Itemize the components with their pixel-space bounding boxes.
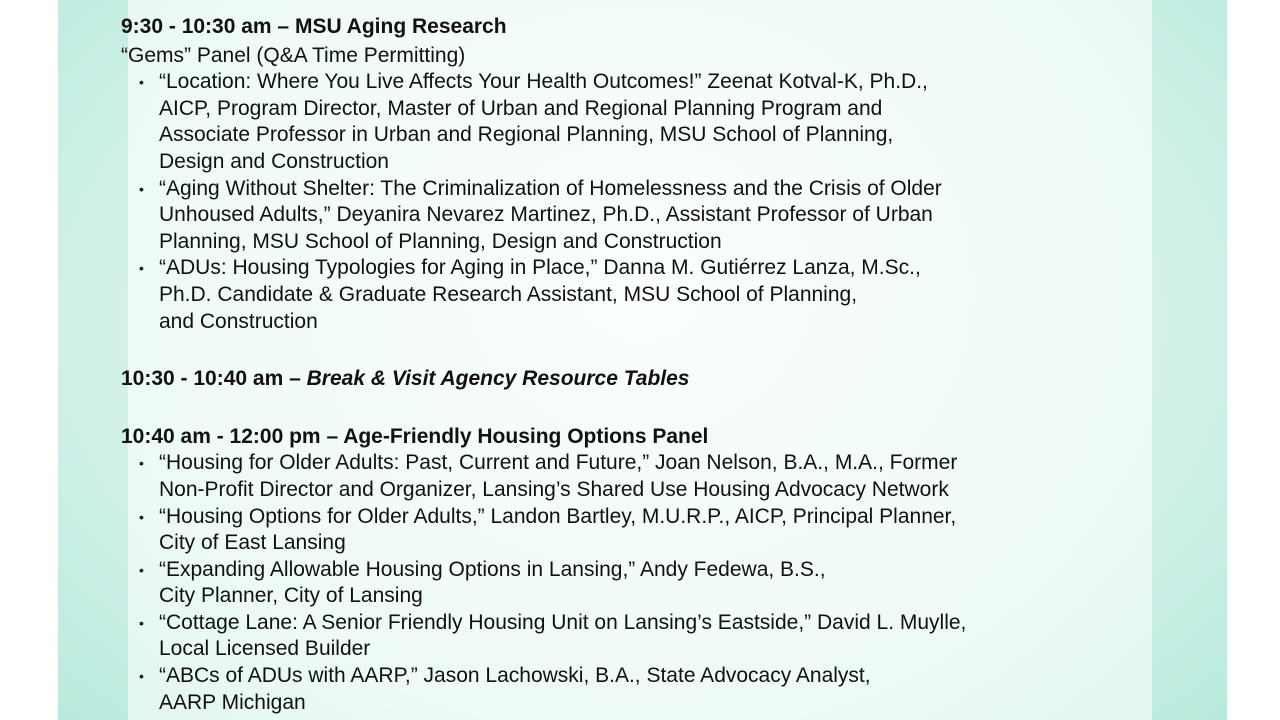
presentation-list xyxy=(121,69,1061,335)
section-heading xyxy=(121,424,1061,451)
list-item-line: City Planner, City of Lansing xyxy=(159,584,423,608)
list-item-line: Non-Profit Director and Organizer, Lansing’s Shared Use Housing Advocacy Network xyxy=(159,477,949,501)
agenda-section-housing-options-panel xyxy=(121,424,1061,717)
list-item-line: Design and Construction xyxy=(159,149,389,173)
section-separator: – xyxy=(320,424,344,448)
section-time: 10:40 am - 12:00 pm xyxy=(121,424,321,448)
agenda-content xyxy=(121,14,1061,716)
section-title: MSU Aging Research xyxy=(294,15,507,38)
list-item-line: • “Cottage Lane: A Senior Friendly Housing Unit on Lansing’s Eastside,” David L. Muylle, xyxy=(159,610,967,634)
list-item-line: City of East Lansing xyxy=(159,531,346,555)
section-spacer xyxy=(121,393,1061,424)
section-title: Break & Visit Agency Resource Tables xyxy=(306,367,690,391)
list-item-line: Associate Professor in Urban and Regional Planning, MSU School of Planning, xyxy=(159,123,894,147)
list-item-line: Planning, MSU School of Planning, Design and Construction xyxy=(159,229,722,253)
list-item xyxy=(121,255,1061,335)
list-item-line: Local Licensed Builder xyxy=(159,637,371,661)
list-item-line: • “Housing for Older Adults: Past, Current and Future,” Joan Nelson, B.A., M.A., Former xyxy=(159,451,958,475)
list-item-line: • “Housing Options for Older Adults,” Landon Bartley, M.U.R.P., AICP, Principal Planner, xyxy=(159,504,957,528)
list-item xyxy=(121,557,1061,610)
agenda-section-break xyxy=(121,366,1061,393)
agenda-section-msu-aging-research xyxy=(121,14,1061,335)
list-item xyxy=(121,663,1061,716)
presentation-list xyxy=(121,450,1061,716)
section-separator: – xyxy=(271,15,295,38)
list-item xyxy=(121,450,1061,503)
list-item-line: AARP Michigan xyxy=(159,690,306,714)
section-spacer xyxy=(121,335,1061,366)
list-item xyxy=(121,69,1061,175)
list-item xyxy=(121,504,1061,557)
list-item xyxy=(121,610,1061,663)
list-item-line: Ph.D. Candidate & Graduate Research Assistant, MSU School of Planning, xyxy=(159,282,858,306)
section-time: 10:30 - 10:40 am xyxy=(121,367,284,391)
list-item-line: AICP, Program Director, Master of Urban and Regional Planning Program and xyxy=(159,96,883,120)
section-subtitle: “Gems” Panel (Q&A Time Permitting) xyxy=(121,43,466,67)
list-item-line: • “ADUs: Housing Typologies for Aging in Place,” Danna M. Gutiérrez Lanza, M.Sc., xyxy=(159,256,921,280)
list-item-line: • “Location: Where You Live Affects Your Health Outcomes!” Zeenat Kotval-K, Ph.D., xyxy=(159,70,928,94)
list-item-line: • “Expanding Allowable Housing Options in Lansing,” Andy Fedewa, B.S., xyxy=(159,557,826,581)
list-item xyxy=(121,176,1061,256)
section-time: 9:30 - 10:30 am xyxy=(121,15,272,38)
list-item-line: Unhoused Adults,” Deyanira Nevarez Martinez, Ph.D., Assistant Professor of Urban xyxy=(159,203,933,227)
section-title: Age-Friendly Housing Options Panel xyxy=(343,424,709,448)
list-item-line: • “ABCs of ADUs with AARP,” Jason Lachowski, B.A., State Advocacy Analyst, xyxy=(159,664,871,688)
list-item-line: and Construction xyxy=(159,309,318,333)
section-heading xyxy=(121,14,1061,41)
list-item-line: • “Aging Without Shelter: The Criminalization of Homelessness and the Crisis of Older xyxy=(159,176,942,200)
section-separator: – xyxy=(283,367,307,391)
section-heading xyxy=(121,366,1061,393)
